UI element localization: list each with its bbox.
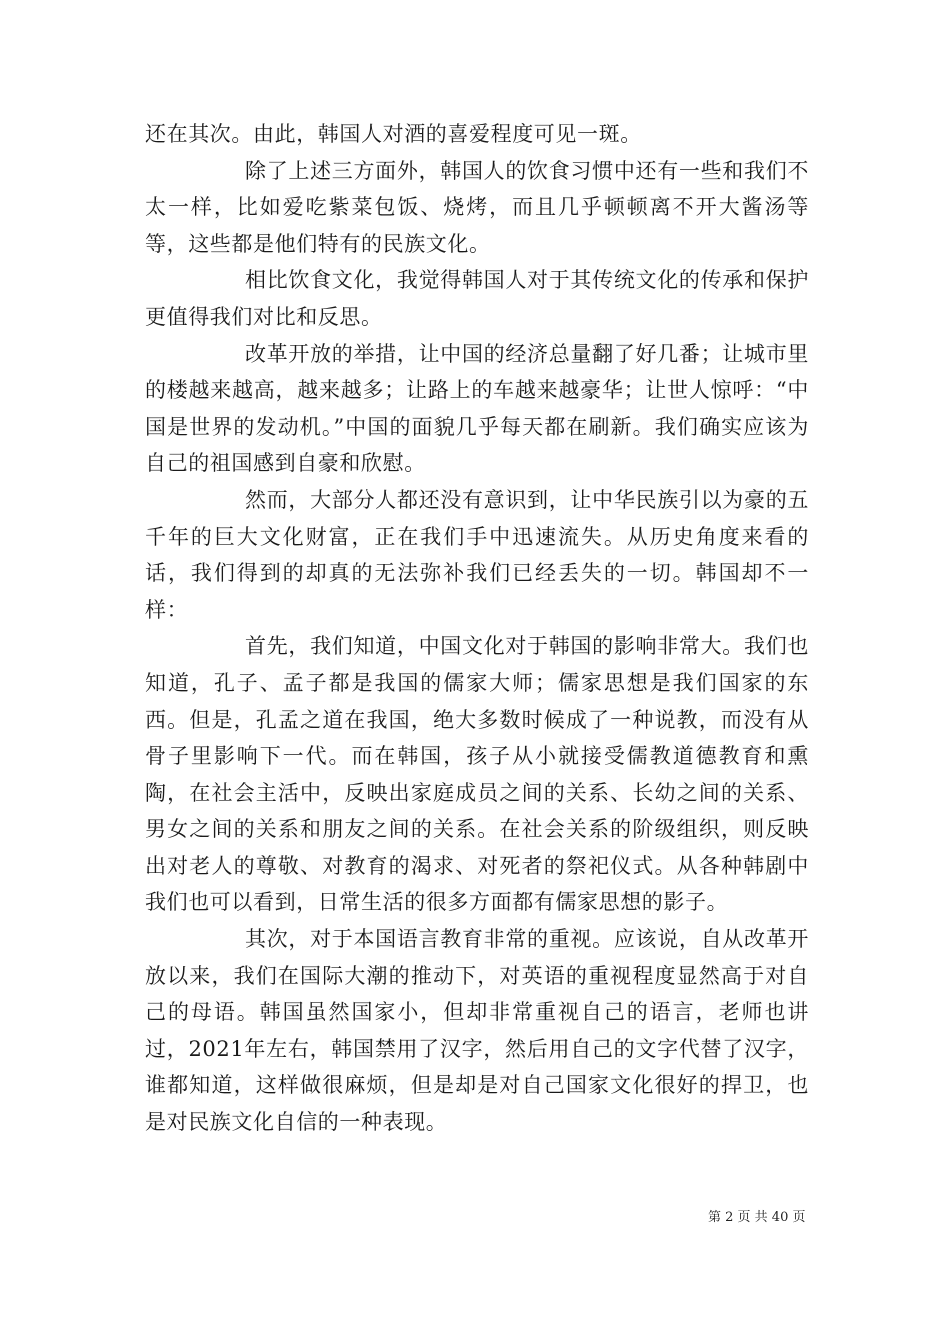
paragraph-3: 相比饮食文化，我觉得韩国人对于其传统文化的传承和保护更值得我们对比和反思。 <box>145 268 809 329</box>
paragraph-6: 首先，我们知道，中国文化对于韩国的影响非常大。我们也知道，孔子、孟子都是我国的儒家大师；儒家思想是我们国家的东西。但是，孔孟之道在我国，绝大多数时候成了一种说教，而没有从骨子里影响下一代。而在韩国，孩子从小就接受儒教道德教育和熏陶，在社会主活中，反映出家庭成员之间的关系、长幼之间的关系、男女之间的关系和朋友之间的关系。在社会关系的阶级组织，则反映出对老人的尊敬、对教育的渴求、对死者的祭祀仪式。从各种韩剧中我们也可以看到，日常生活的很多方面都有儒家思想的影子。 <box>145 634 809 915</box>
document-body <box>145 116 809 1141</box>
paragraph-2: 除了上述三方面外，韩国人的饮食习惯中还有一些和我们不太一样，比如爱吃紫菜包饭、烧烤，而且几乎顿顿离不开大酱汤等等，这些都是他们特有的民族文化。 <box>145 158 809 256</box>
paragraph-7: 其次，对于本国语言教育非常的重视。应该说，自从改革开放以来，我们在国际大潮的推动下，对英语的重视程度显然高于对自己的母语。韩国虽然国家小，但却非常重视自己的语言，老师也讲过，2021年左右，韩国禁用了汉字，然后用自己的文字代替了汉字，谁都知道，这样做很麻烦，但是却是对自己国家文化很好的捍卫，也是对民族文化自信的一种表现。 <box>145 927 809 1135</box>
paragraph-4: 改革开放的举措，让中国的经济总量翻了好几番；让城市里的楼越来越高，越来越多；让路上的车越来越豪华；让世人惊呼：“中国是世界的发动机。”中国的面貌几乎每天都在刷新。我们确实应该为自己的祖国感到自豪和欣慰。 <box>145 341 809 476</box>
paragraph-1: 还在其次。由此，韩国人对酒的喜爱程度可见一斑。 <box>145 122 642 146</box>
paragraph-5: 然而，大部分人都还没有意识到，让中华民族引以为豪的五千年的巨大文化财富，正在我们手中迅速流失。从历史角度来看的话，我们得到的却真的无法弥补我们已经丢失的一切。韩国却不一样： <box>145 487 809 622</box>
page-number-footer: 第 2 页 共 40 页 <box>708 1210 806 1225</box>
